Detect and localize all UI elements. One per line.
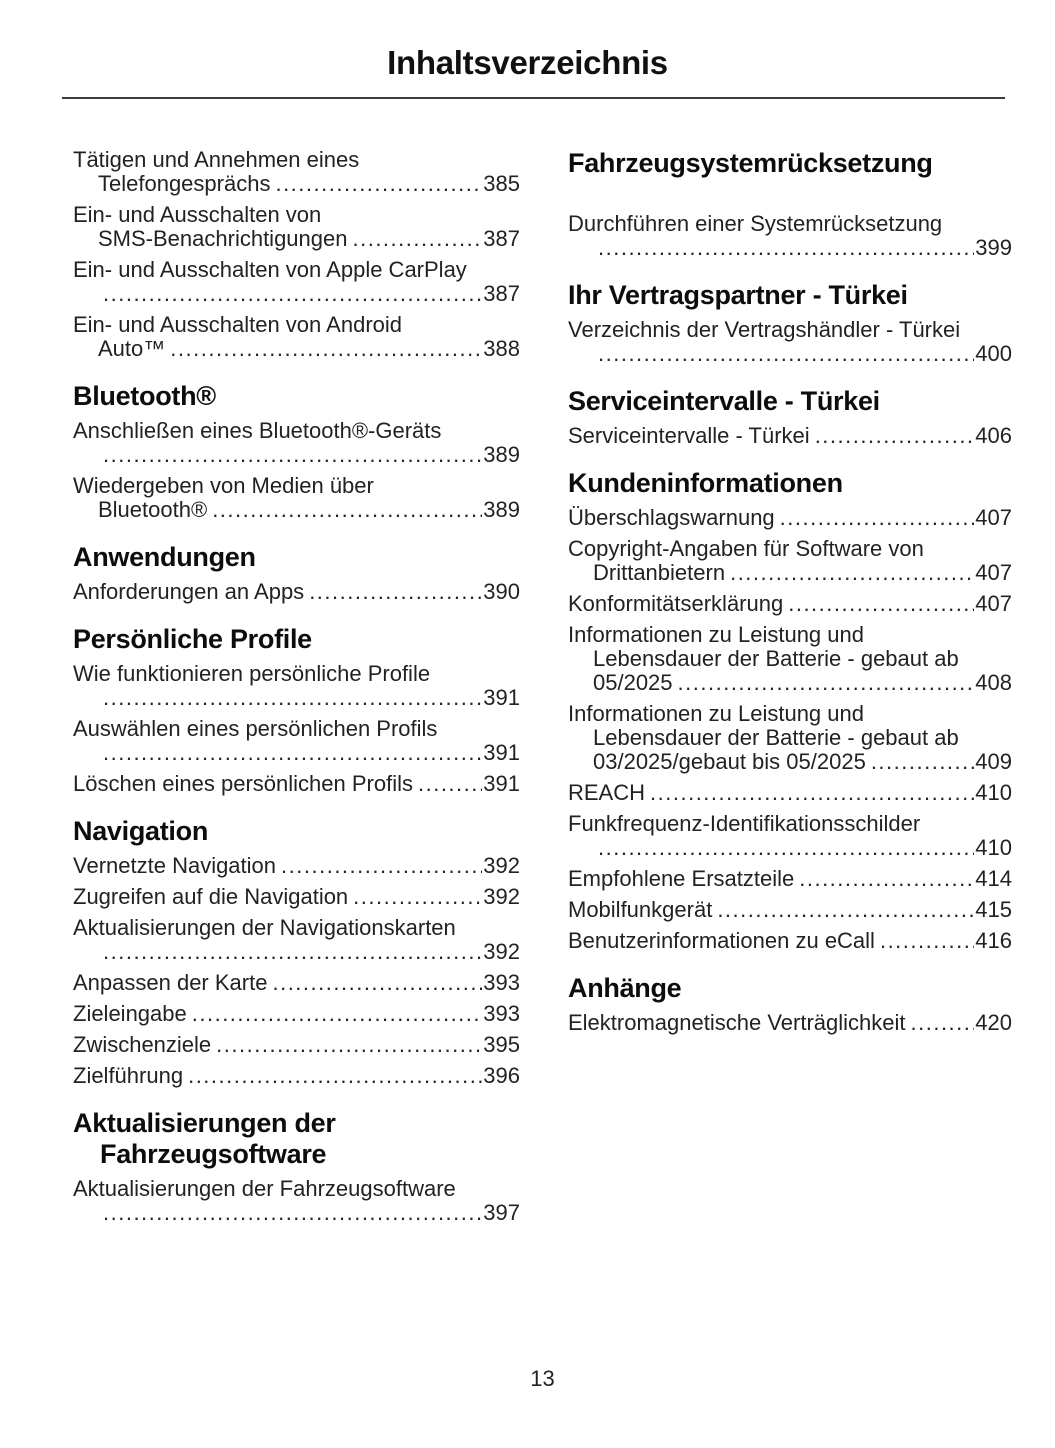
toc-entry-line xyxy=(568,898,1012,922)
toc-entry-text: Mobilfunkgerät xyxy=(568,897,713,922)
toc-entry-line xyxy=(73,227,520,251)
page-ref: 409 xyxy=(975,749,1012,774)
toc-entry-text: Anforderungen an Apps xyxy=(73,579,305,604)
dot-leader xyxy=(103,686,482,710)
toc-entry xyxy=(568,212,1012,260)
toc-entry-text: 05/2025 xyxy=(593,670,673,695)
toc-entry-line xyxy=(568,236,1012,260)
toc-entry-line xyxy=(73,282,520,306)
toc-entry-line xyxy=(568,592,1012,616)
page-ref: 393 xyxy=(483,970,520,995)
toc-column-right xyxy=(568,148,1012,1232)
toc-entry-line: Tätigen und Annehmen eines xyxy=(73,147,360,172)
page-ref: 390 xyxy=(483,579,520,604)
section-heading xyxy=(73,381,520,412)
toc-entry xyxy=(73,916,520,964)
toc-column-left xyxy=(73,148,520,1232)
toc-entry xyxy=(73,854,520,878)
toc-entry-line xyxy=(568,1011,1012,1035)
dot-leader xyxy=(650,781,974,805)
page-ref: 420 xyxy=(975,1010,1012,1035)
toc-entry-line: Funkfrequenz-Identifikationsschilder xyxy=(568,811,921,836)
section-heading xyxy=(568,280,1012,311)
page-ref: 385 xyxy=(483,171,520,196)
toc-entry-line xyxy=(568,342,1012,366)
dot-leader xyxy=(170,337,482,361)
toc-entry xyxy=(73,313,520,361)
toc-entry-line xyxy=(73,940,520,964)
section-heading-line: Ihr Vertragspartner - Türkei xyxy=(568,280,908,310)
page-number: 13 xyxy=(530,1366,555,1391)
toc-entry-line: Ein- und Ausschalten von Apple CarPlay xyxy=(73,257,467,282)
toc-entry-line xyxy=(568,561,1012,585)
section-heading-line: Anhänge xyxy=(568,973,682,1003)
dot-leader xyxy=(352,227,482,251)
page-ref: 408 xyxy=(975,670,1012,695)
dot-leader xyxy=(281,854,482,878)
toc-entry-line: Wiedergeben von Medien über xyxy=(73,473,374,498)
toc-entry xyxy=(73,258,520,306)
toc-entry-line xyxy=(73,1064,520,1088)
toc-entry-line: Lebensdauer der Batterie - gebaut ab xyxy=(593,725,959,750)
toc-entry-line xyxy=(73,1201,520,1225)
toc-entry xyxy=(73,580,520,604)
section-heading xyxy=(73,542,520,573)
toc-entry-line xyxy=(73,686,520,710)
toc-entry xyxy=(568,867,1012,891)
toc-entry-line: Aktualisierungen der Navigationskarten xyxy=(73,915,456,940)
page-ref: 407 xyxy=(975,505,1012,530)
page-ref: 392 xyxy=(483,884,520,909)
toc-entry-line: Aktualisierungen der Fahrzeugsoftware xyxy=(73,1176,456,1201)
toc-entry-line: Auswählen eines persönlichen Profils xyxy=(73,716,438,741)
section-heading xyxy=(568,973,1012,1004)
dot-leader xyxy=(815,424,975,448)
dot-leader xyxy=(216,1033,482,1057)
toc-entry xyxy=(73,1177,520,1225)
dot-leader xyxy=(275,172,482,196)
toc-entry-line xyxy=(568,424,1012,448)
toc-entry-line xyxy=(73,741,520,765)
toc-entry-line: Ein- und Ausschalten von Android xyxy=(73,312,403,337)
section-heading-line: Anwendungen xyxy=(73,542,256,572)
toc-entry-text: Auto™ xyxy=(98,336,166,361)
toc-entry xyxy=(73,971,520,995)
page-ref: 416 xyxy=(975,928,1012,953)
page-ref: 395 xyxy=(483,1032,520,1057)
dot-leader xyxy=(103,940,482,964)
dot-leader xyxy=(353,885,482,909)
page-ref: 389 xyxy=(483,497,520,522)
title-divider xyxy=(62,97,1005,99)
toc-entry-line: Ein- und Ausschalten von xyxy=(73,202,322,227)
toc-entry-line: Anschließen eines Bluetooth®-Geräts xyxy=(73,418,442,443)
toc-entry xyxy=(568,623,1012,695)
toc-entry-text: Benutzerinformationen zu eCall xyxy=(568,928,875,953)
toc-entry-line xyxy=(73,854,520,878)
toc-entry-text: Bluetooth® xyxy=(98,497,208,522)
toc-entry-line xyxy=(568,671,1012,695)
toc-entry xyxy=(568,537,1012,585)
toc-entry-text: Zwischenziele xyxy=(73,1032,212,1057)
toc-entry-line: Copyright-Angaben für Software von xyxy=(568,536,924,561)
toc-entry-line: Verzeichnis der Vertragshändler - Türkei xyxy=(568,317,961,342)
toc-entry-line xyxy=(73,885,520,909)
toc-entry-text: SMS-Benachrichtigungen xyxy=(98,226,348,251)
page-ref: 415 xyxy=(975,897,1012,922)
dot-leader xyxy=(103,741,482,765)
page-ref: 392 xyxy=(483,853,520,878)
toc-entry-line xyxy=(73,172,520,196)
toc-entry xyxy=(568,506,1012,530)
page-ref: 399 xyxy=(975,235,1012,260)
section-heading xyxy=(73,816,520,847)
toc-entry-line: Durchführen einer Systemrücksetzung xyxy=(568,211,943,236)
toc-entry xyxy=(73,717,520,765)
toc-entry-text: Elektromagnetische Verträglichkeit xyxy=(568,1010,906,1035)
section-heading xyxy=(568,148,1012,179)
toc-entry-line: Informationen zu Leistung und xyxy=(568,622,864,647)
page-ref: 393 xyxy=(483,1001,520,1026)
toc-entry xyxy=(73,1033,520,1057)
dot-leader xyxy=(799,867,974,891)
toc-entry-line xyxy=(568,781,1012,805)
page-ref: 391 xyxy=(483,740,520,765)
toc-entry xyxy=(568,318,1012,366)
dot-leader xyxy=(880,929,974,953)
page-ref: 389 xyxy=(483,442,520,467)
toc-entry-line xyxy=(568,867,1012,891)
toc-entry-text: Zieleingabe xyxy=(73,1001,187,1026)
toc-entry-text: Zielführung xyxy=(73,1063,184,1088)
dot-leader xyxy=(871,750,974,774)
toc-entry xyxy=(73,203,520,251)
toc-entry-line xyxy=(73,580,520,604)
page-title: Inhaltsverzeichnis xyxy=(387,44,668,81)
page-ref: 410 xyxy=(975,835,1012,860)
section-heading-line: Kundeninformationen xyxy=(568,468,843,498)
toc-entry-text: Anpassen der Karte xyxy=(73,970,268,995)
toc-entry-text: Telefongesprächs xyxy=(98,171,271,196)
toc-entry-text: Löschen eines persönlichen Profils xyxy=(73,771,413,796)
toc-entry-line xyxy=(73,337,520,361)
dot-leader xyxy=(717,898,974,922)
toc-entry-line xyxy=(568,750,1012,774)
dot-leader xyxy=(103,282,482,306)
toc-entry xyxy=(73,419,520,467)
page-ref: 407 xyxy=(975,560,1012,585)
section-heading-line: Serviceintervalle - Türkei xyxy=(568,386,880,416)
toc-entry xyxy=(568,1011,1012,1035)
section-heading-line: Fahrzeugsystemrücksetzung xyxy=(568,148,933,178)
section-heading xyxy=(568,468,1012,499)
dot-leader xyxy=(598,342,974,366)
dot-leader xyxy=(730,561,974,585)
section-heading xyxy=(73,624,520,655)
toc-entry xyxy=(73,474,520,522)
toc-entry xyxy=(568,929,1012,953)
page-ref: 391 xyxy=(483,771,520,796)
toc-entry xyxy=(73,885,520,909)
toc-entry xyxy=(568,424,1012,448)
toc-entry-line xyxy=(568,929,1012,953)
toc-entry-text: REACH xyxy=(568,780,646,805)
dot-leader xyxy=(780,506,975,530)
section-heading xyxy=(568,386,1012,417)
toc-entry-text: Zugreifen auf die Navigation xyxy=(73,884,349,909)
toc-entry xyxy=(73,772,520,796)
toc-entry-line: Informationen zu Leistung und xyxy=(568,701,864,726)
page-ref: 396 xyxy=(483,1063,520,1088)
page-ref: 414 xyxy=(975,866,1012,891)
section-heading-line: Bluetooth® xyxy=(73,381,216,411)
toc-entry-text: Serviceintervalle - Türkei xyxy=(568,423,810,448)
dot-leader xyxy=(911,1011,975,1035)
page-ref: 406 xyxy=(975,423,1012,448)
toc-entry xyxy=(568,781,1012,805)
toc-entry xyxy=(568,702,1012,774)
toc-entry xyxy=(568,592,1012,616)
section-heading-line: Aktualisierungen der xyxy=(73,1108,336,1138)
toc-entry-text: 03/2025/gebaut bis 05/2025 xyxy=(593,749,866,774)
dot-leader xyxy=(212,498,482,522)
toc-entry-text: Drittanbietern xyxy=(593,560,726,585)
dot-leader xyxy=(598,836,974,860)
toc-entry-line xyxy=(568,506,1012,530)
dot-leader xyxy=(788,592,974,616)
toc-entry-line xyxy=(73,498,520,522)
page-ref: 400 xyxy=(975,341,1012,366)
toc-entry xyxy=(568,812,1012,860)
toc-entry xyxy=(568,898,1012,922)
page-ref: 388 xyxy=(483,336,520,361)
page-ref: 392 xyxy=(483,939,520,964)
dot-leader xyxy=(309,580,482,604)
toc-entry-line xyxy=(73,971,520,995)
dot-leader xyxy=(188,1064,482,1088)
toc-entry-line xyxy=(568,836,1012,860)
toc-entry-line xyxy=(73,1033,520,1057)
toc-entry xyxy=(73,662,520,710)
dot-leader xyxy=(598,236,974,260)
page-ref: 387 xyxy=(483,281,520,306)
toc-entry-line: Lebensdauer der Batterie - gebaut ab xyxy=(593,646,959,671)
toc-entry-text: Überschlagswarnung xyxy=(568,505,775,530)
toc-entry xyxy=(73,1064,520,1088)
toc-entry-text: Vernetzte Navigation xyxy=(73,853,277,878)
section-heading-line: Persönliche Profile xyxy=(73,624,312,654)
page-ref: 387 xyxy=(483,226,520,251)
toc-entry-line xyxy=(73,443,520,467)
dot-leader xyxy=(192,1002,483,1026)
dot-leader xyxy=(103,1201,482,1225)
dot-leader xyxy=(418,772,482,796)
toc-entry-line: Wie funktionieren persönliche Profile xyxy=(73,661,431,686)
page-ref: 407 xyxy=(975,591,1012,616)
toc-entry-text: Empfohlene Ersatzteile xyxy=(568,866,795,891)
dot-leader xyxy=(103,443,482,467)
dot-leader xyxy=(272,971,482,995)
toc-entry-line xyxy=(73,772,520,796)
page-ref: 391 xyxy=(483,685,520,710)
toc xyxy=(73,148,1012,1232)
page-ref: 410 xyxy=(975,780,1012,805)
page-ref: 397 xyxy=(483,1200,520,1225)
dot-leader xyxy=(678,671,975,695)
section-heading xyxy=(73,1108,520,1170)
toc-entry xyxy=(73,1002,520,1026)
spacer xyxy=(568,186,1012,212)
toc-entry xyxy=(73,148,520,196)
section-heading-line: Fahrzeugsoftware xyxy=(100,1139,327,1169)
toc-entry-text: Konformitätserklärung xyxy=(568,591,784,616)
toc-entry-line xyxy=(73,1002,520,1026)
section-heading-line: Navigation xyxy=(73,816,209,846)
